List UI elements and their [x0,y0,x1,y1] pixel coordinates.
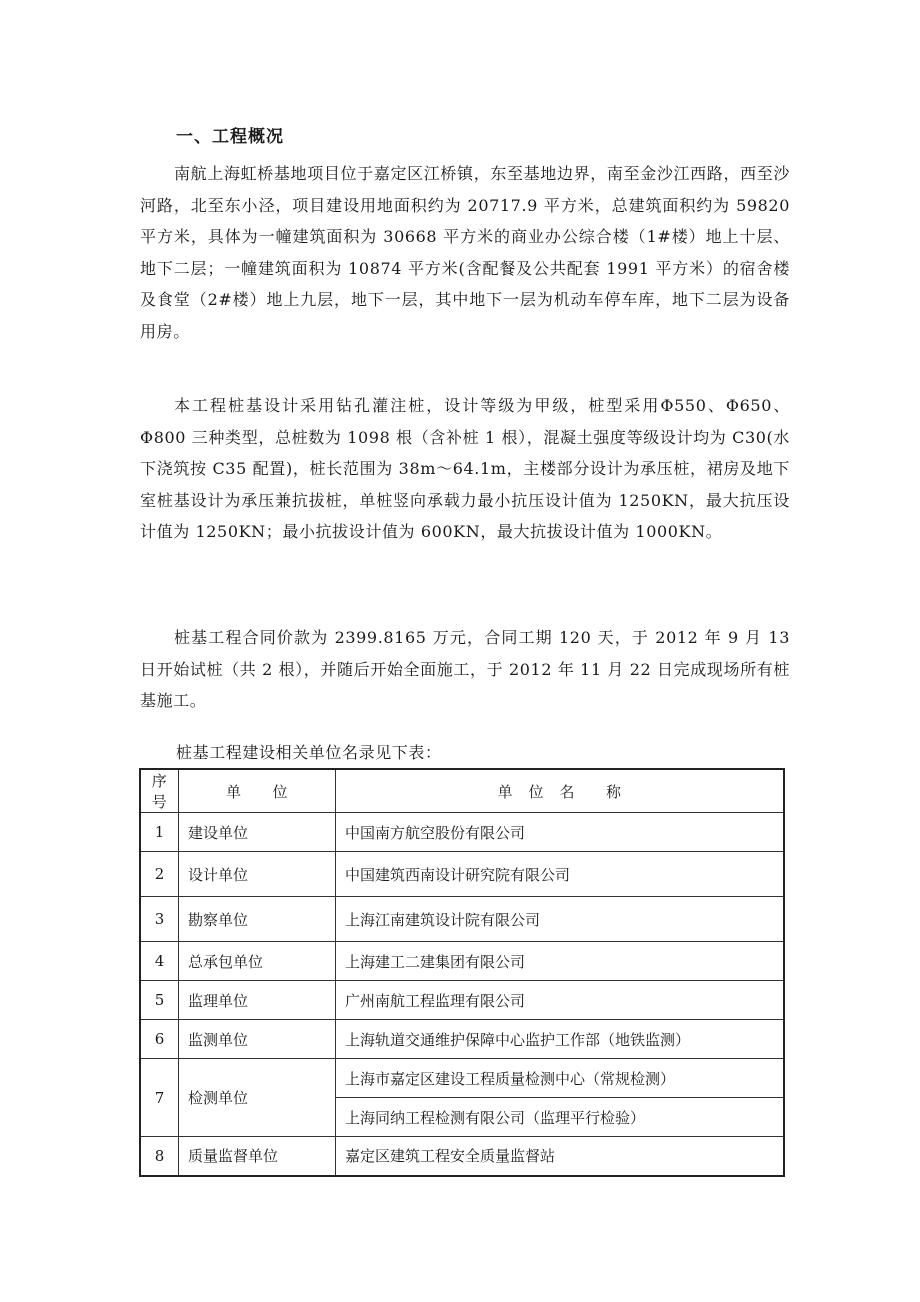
paragraph-pile-design: 本工程桩基设计采用钻孔灌注桩，设计等级为甲级，桩型采用Φ550、Φ650、Φ800 三种类型，总桩数为 1098 根（含补桩 1 根），混凝土强度等级设计均为 C30(水下浇筑按 C35 配置)，桩长范围为 38m～64.1m，主楼部分设计为承压桩，裙房及地下室桩基设计为承压兼抗拔桩，单桩竖向承载力最小抗压设计值为 1250KN，最大抗压设计值为 1250KN；最小抗拔设计值为 600KN，最大抗拔设计值为 1000KN。 [140,396,790,541]
cell-no: 1 [140,813,179,852]
cell-unit-name: 上海市嘉定区建设工程质量检测中心（常规检测） [336,1059,785,1098]
cell-unit-name: 上海建工二建集团有限公司 [336,942,785,981]
cell-no: 5 [140,981,179,1020]
table-row [140,942,784,981]
cell-role: 勘察单位 [179,897,336,942]
units-table [139,768,785,1177]
header-no: 序号 [140,769,179,813]
table-header-row [140,769,784,813]
table-row [140,1137,784,1176]
cell-unit-name: 广州南航工程监理有限公司 [336,981,785,1020]
cell-unit-name: 上海江南建筑设计院有限公司 [336,897,785,942]
header-name: 单 位 名 称 [336,769,785,813]
header-role: 单 位 [179,769,336,813]
cell-role: 总承包单位 [179,942,336,981]
cell-role: 监测单位 [179,1020,336,1059]
cell-no: 7 [140,1059,179,1137]
cell-role: 质量监督单位 [179,1137,336,1176]
cell-unit-name: 上海轨道交通维护保障中心监护工作部（地铁监测） [336,1020,785,1059]
cell-no: 8 [140,1137,179,1176]
cell-role: 监理单位 [179,981,336,1020]
cell-no: 4 [140,942,179,981]
cell-unit-name: 上海同纳工程检测有限公司（监理平行检验） [336,1098,785,1137]
table-caption: 桩基工程建设相关单位名录见下表： [176,743,442,762]
table-row [140,1020,784,1059]
cell-role: 设计单位 [179,852,336,897]
cell-no: 6 [140,1020,179,1059]
paragraph-contract: 桩基工程合同价款为 2399.8165 万元，合同工期 120 天，于 2012 年 9 月 13 日开始试桩（共 2 根），并随后开始全面施工，于 2012 年 11 月 22 日完成现场所有桩基施工。 [140,628,790,710]
cell-unit-name: 嘉定区建筑工程安全质量监督站 [336,1137,785,1176]
cell-no: 3 [140,897,179,942]
table-row [140,1059,784,1098]
table-row [140,852,784,897]
cell-unit-name: 中国建筑西南设计研究院有限公司 [336,852,785,897]
section-heading: 一、工程概况 [176,127,284,147]
cell-unit-name: 中国南方航空股份有限公司 [336,813,785,852]
cell-role: 检测单位 [179,1059,336,1137]
table-row [140,981,784,1020]
table-row [140,897,784,942]
table-row [140,813,784,852]
cell-role: 建设单位 [179,813,336,852]
paragraph-project-location: 南航上海虹桥基地项目位于嘉定区江桥镇，东至基地边界，南至金沙江西路，西至沙河路，北至东小泾，项目建设用地面积约为 20717.9 平方米，总建筑面积约为 59820 平方米，具体为一幢建筑面积为 30668 平方米的商业办公综合楼（1#楼）地上十层、地下二层；一幢建筑面积为 10874 平方米(含配餐及公共配套 1991 平方米）的宿舍楼及食堂（2#楼）地上九层，地下一层，其中地下一层为机动车停车库，地下二层为设备用房。 [140,164,790,341]
cell-no: 2 [140,852,179,897]
